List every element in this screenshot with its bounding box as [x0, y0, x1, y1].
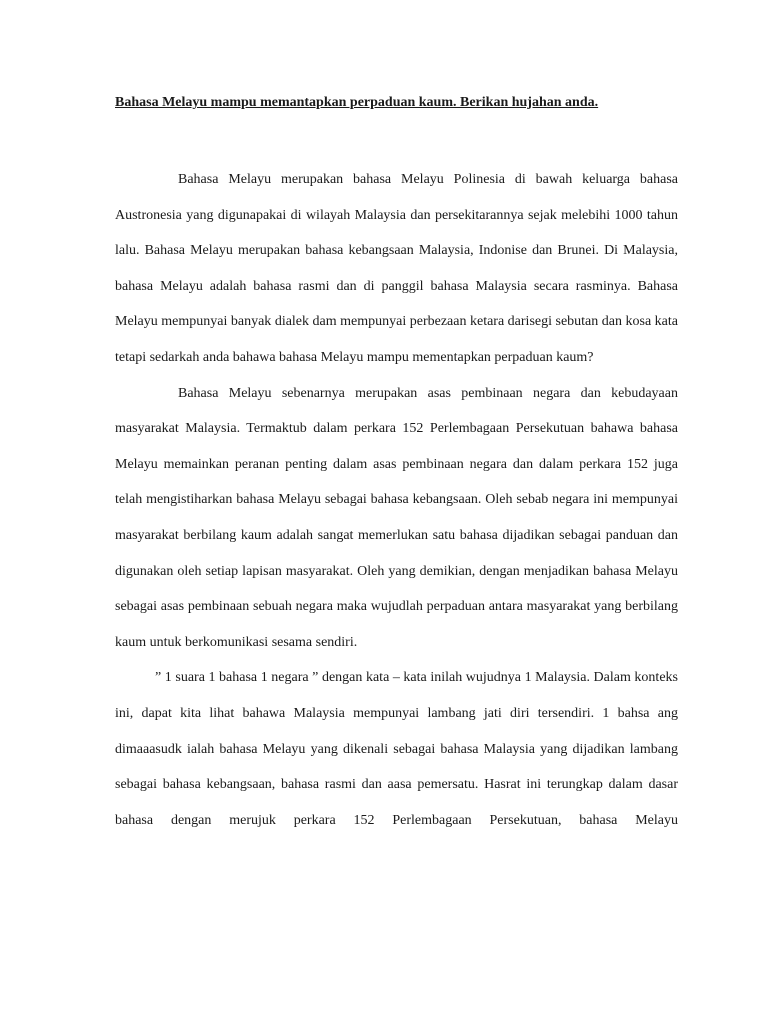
- paragraph-intro: Bahasa Melayu merupakan bahasa Melayu Polinesia di bawah keluarga bahasa Austronesia yang digunapakai di wilayah Malaysia dan persekitarannya sejak melebihi 1000 tahun lalu. Bahasa Melayu merupakan bahasa kebangsaan Malaysia, Indonise dan Brunei. Di Malaysia, bahasa Melayu adalah bahasa rasmi dan di panggil bahasa Malaysia secara rasminya. Bahasa Melayu mempunyai banyak dialek dam mempunyai perbezaan ketara darisegi sebutan dan kosa kata tetapi sedarkah anda bahawa bahasa Melayu mampu mementapkan perpaduan kaum?: [115, 172, 678, 365]
- paragraph-one-malaysia: ” 1 suara 1 bahasa 1 negara ” dengan kata – kata inilah wujudnya 1 Malaysia. Dalam konteks ini, dapat kita lihat bahawa Malaysia mempunyai lambang jati diri tersendiri. 1 bahsa ang dimaaasudk ialah bahasa Melayu yang dikenali sebagai bahasa Malaysia yang dijadikan lambang sebagai bahasa kebangsaan, bahasa rasmi dan aasa pemersatu. Hasrat ini terungkap dalam dasar bahasa dengan merujuk perkara 152 Perlembagaan Persekutuan, bahasa Melayu: [115, 670, 678, 828]
- essay-title: Bahasa Melayu mampu memantapkan perpaduan kaum. Berikan hujahan anda.: [115, 95, 599, 110]
- paragraph-foundation: Bahasa Melayu sebenarnya merupakan asas pembinaan negara dan kebudayaan masyarakat Malaysia. Termaktub dalam perkara 152 Perlembagaan Persekutuan bahawa bahasa Melayu memainkan peranan penting dalam asas pembinaan negara dan dalam perkara 152 juga telah mengistiharkan bahasa Melayu sebagai bahasa kebangsaan. Oleh sebab negara ini mempunyai masyarakat berbilang kaum adalah sangat memerlukan satu bahasa dijadikan sebagai panduan dan digunakan oleh setiap lapisan masyarakat. Oleh yang demikian, dengan menjadikan bahasa Melayu sebagai asas pembinaan sebuah negara maka wujudlah perpaduan antara masyarakat yang berbilang kaum untuk berkomunikasi sesama sendiri.: [115, 385, 678, 650]
- essay-body: [115, 162, 678, 838]
